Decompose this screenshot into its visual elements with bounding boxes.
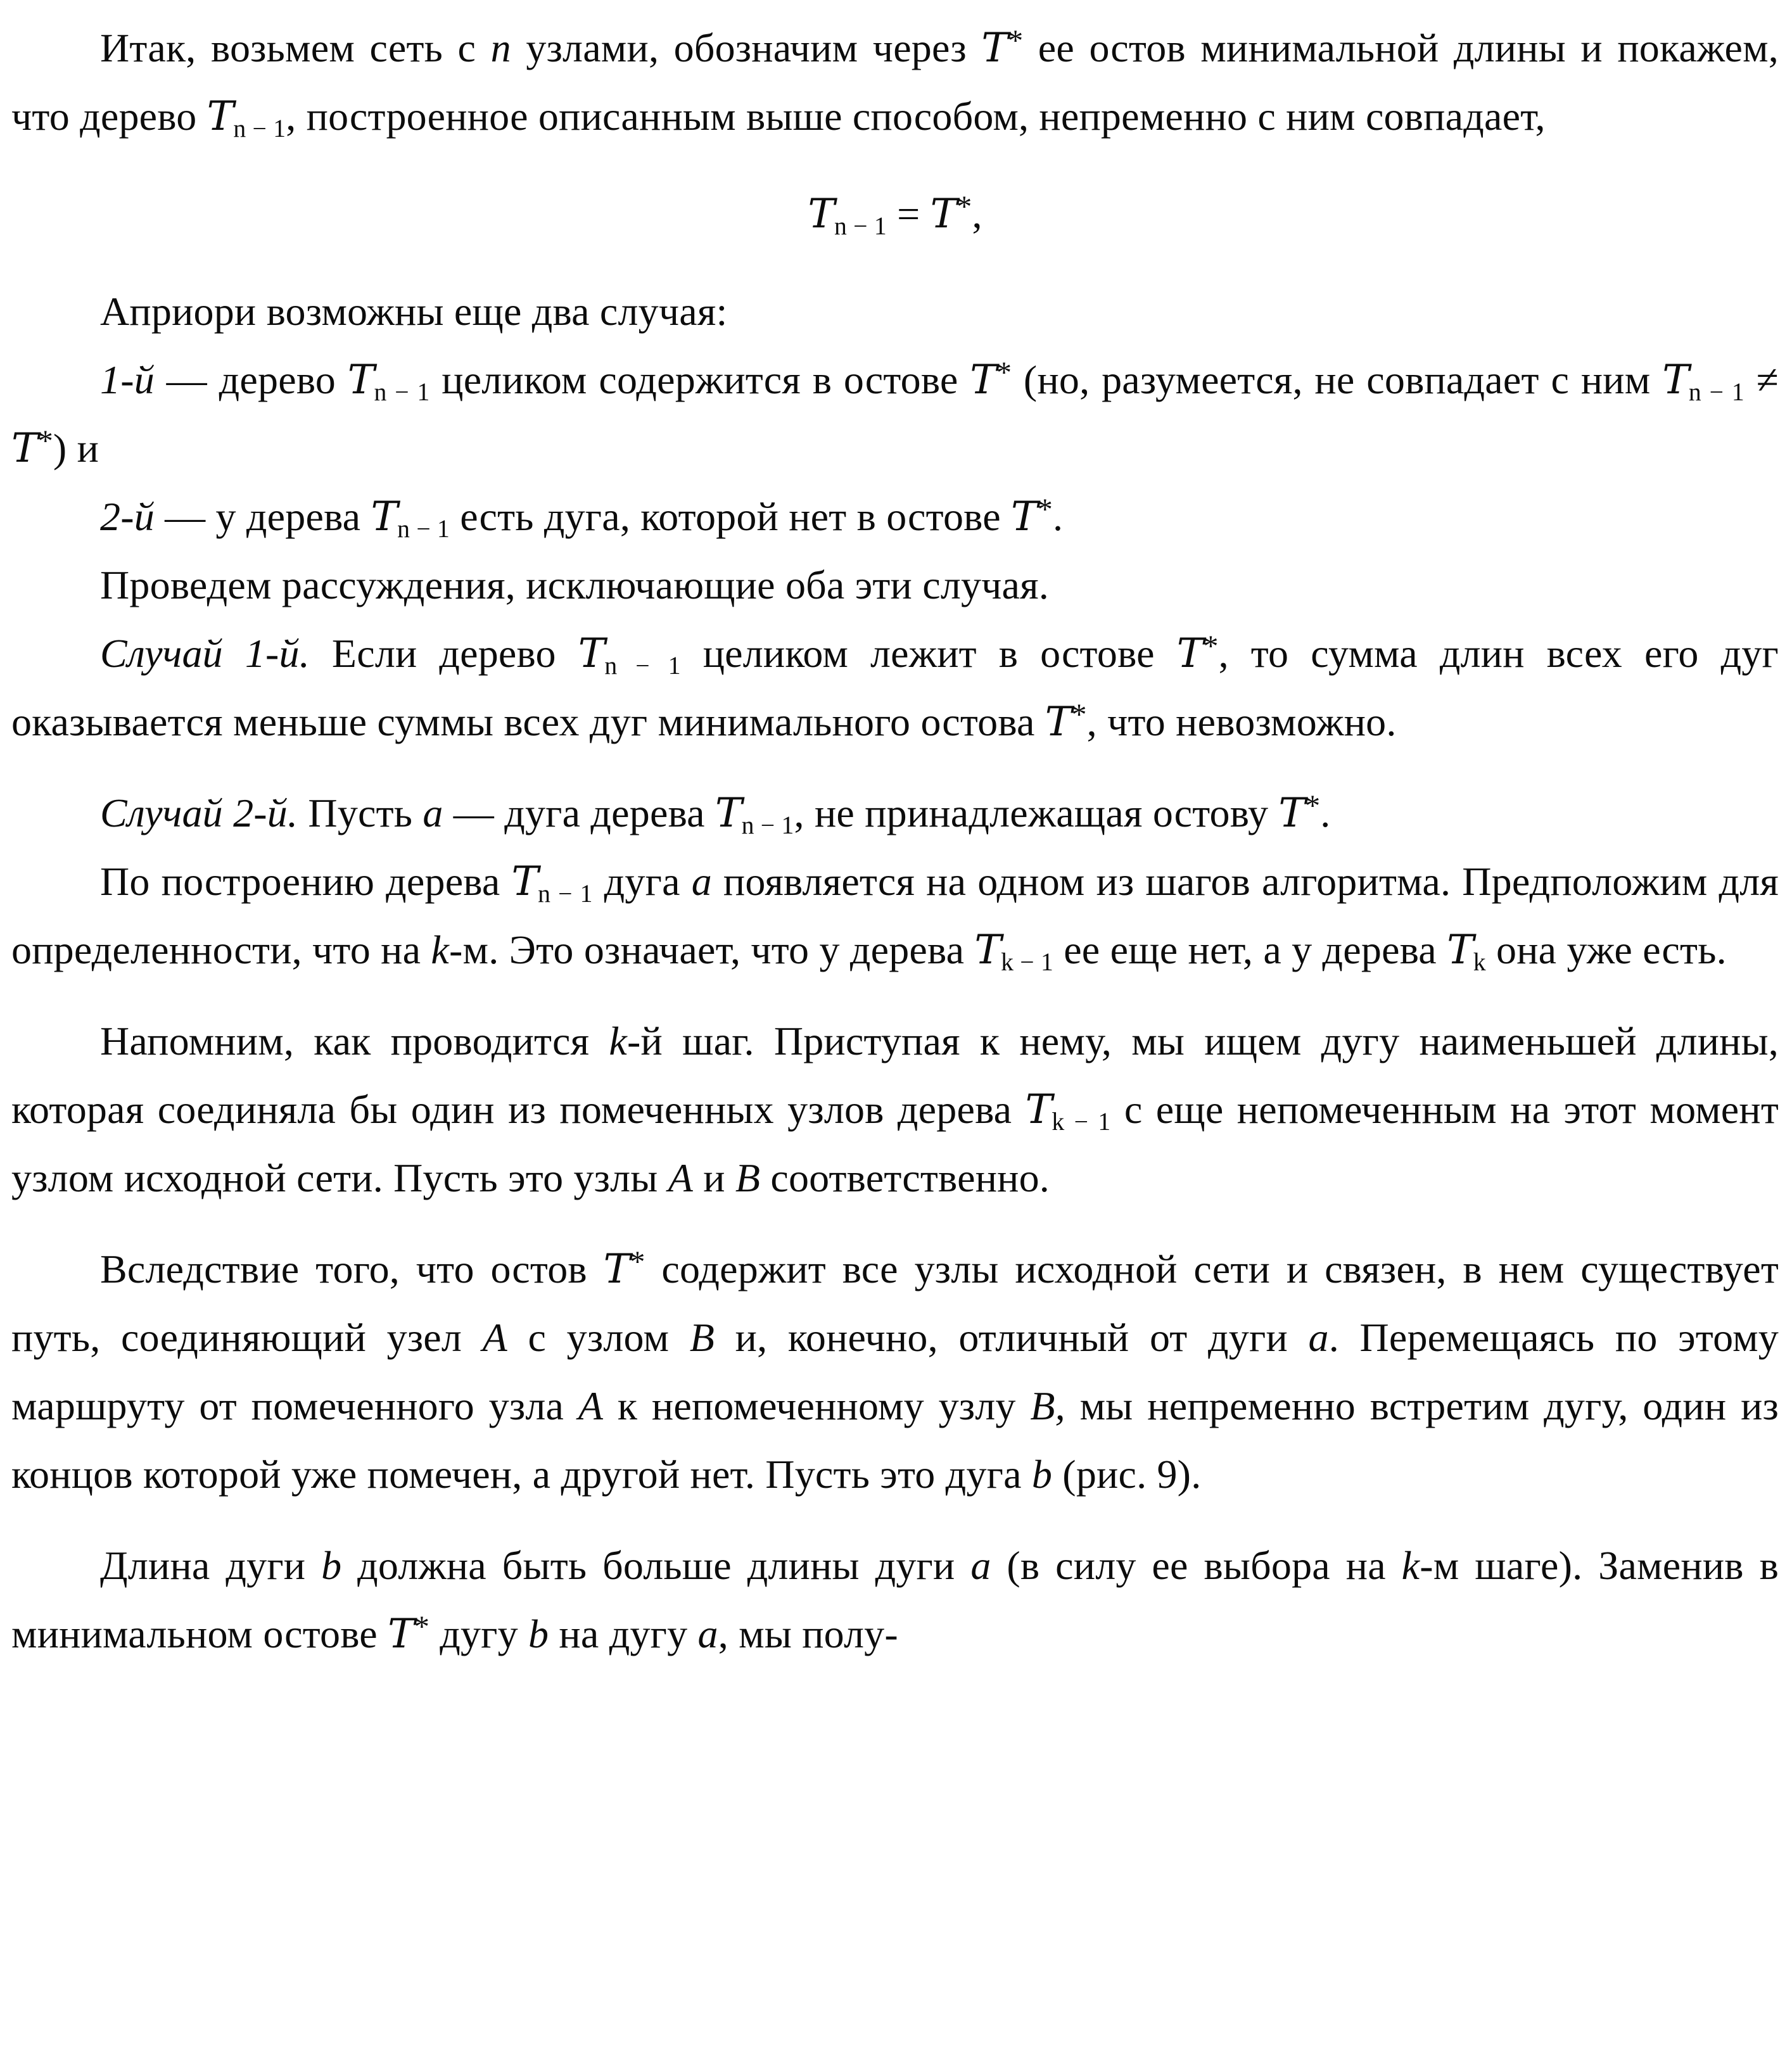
- text-run: ее еще нет, а у дерева: [1053, 927, 1447, 972]
- text-run: — дуга дерева: [443, 790, 715, 835]
- paragraph-4: [11, 483, 1779, 551]
- text-run: должна быть больше длины дуги: [341, 1543, 971, 1588]
- text-run: содержит все узлы исходной сети и связен, в нем существует путь, соединяющий узел: [11, 1247, 1779, 1360]
- math-subscript: n − 1: [604, 652, 681, 680]
- math-star: *: [1305, 789, 1321, 823]
- math-subscript: n − 1: [374, 378, 430, 407]
- math-var-B: B: [735, 1155, 761, 1200]
- math-subscript: n − 1: [233, 115, 286, 143]
- math-var-A: A: [578, 1383, 604, 1428]
- text-run: . Перемещаясь по этому маршруту от помеченного узла: [11, 1315, 1779, 1428]
- math-var-k: k: [609, 1018, 628, 1063]
- text-run: соответственно.: [760, 1155, 1050, 1200]
- text-run: Проведем рассуждения, исключающие оба эти случая.: [100, 562, 1049, 607]
- math-var-a: a: [970, 1543, 991, 1588]
- case-label: 2-й: [100, 494, 155, 539]
- text-run: целиком содержится в остове: [429, 357, 970, 402]
- paragraph-5: [11, 551, 1779, 619]
- text-run: ) и: [53, 426, 99, 471]
- math-tree-symbol: T: [1025, 1086, 1052, 1133]
- text-run: узлами, обозначим через: [511, 25, 982, 70]
- text-run: есть дуга, которой нет в остове: [450, 494, 1012, 539]
- text-run: дуга: [592, 859, 692, 904]
- math-tree-symbol: T: [1447, 927, 1473, 974]
- math-star: *: [630, 1245, 645, 1279]
- math-var-k: k: [431, 927, 450, 972]
- math-subscript: n − 1: [397, 515, 450, 543]
- math-var-A: A: [482, 1315, 507, 1360]
- math-var-k: k: [1401, 1543, 1420, 1588]
- text-run: -й шаг. Приступая к нему, мы ищем дугу наименьшей длины, которая соединяла бы один из помеченных узлов дерева: [11, 1018, 1779, 1132]
- text-run: к непомеченному узлу: [603, 1383, 1031, 1428]
- paragraph-9: [11, 1007, 1779, 1212]
- math-subscript: n − 1: [741, 811, 794, 840]
- text-run: Итак, возьмем сеть с: [100, 25, 491, 70]
- text-run: Напомним, как проводится: [100, 1018, 609, 1063]
- math-tree-symbol: T: [207, 93, 234, 140]
- text-run: , мы полу-: [718, 1611, 898, 1656]
- text-run: , то сумма длин всех его дуг оказывается меньше суммы всех дуг минимального остова: [11, 631, 1779, 744]
- math-star: *: [1037, 493, 1053, 527]
- math-subscript: k − 1: [1001, 948, 1053, 977]
- math-tree-symbol: T: [1278, 790, 1306, 837]
- math-subscript: n − 1: [1688, 378, 1744, 407]
- paragraph-2: [11, 277, 1779, 346]
- paragraph-3: [11, 346, 1779, 483]
- math-tree-symbol: T: [1176, 630, 1204, 677]
- math-tree-symbol: T: [603, 1246, 630, 1293]
- paragraph-1: [11, 14, 1779, 151]
- math-var-n: n: [490, 25, 511, 70]
- text-run: появляется на одном из шагов алгоритма. Предположим для определенности, что на: [11, 859, 1779, 972]
- case-label: 1-й: [100, 357, 155, 402]
- math-tree-symbol: T: [930, 191, 957, 238]
- text-run: с узлом: [507, 1315, 690, 1360]
- text-run: — у дерева: [154, 494, 371, 539]
- case-label: Случай 2-й.: [100, 790, 298, 835]
- math-var-b: b: [1031, 1452, 1053, 1497]
- math-tree-symbol: T: [981, 25, 1008, 72]
- math-star: *: [956, 190, 972, 224]
- math-var-b: b: [321, 1543, 342, 1588]
- text-run: .: [1320, 790, 1331, 835]
- paragraph-10: [11, 1235, 1779, 1509]
- text-run: она уже есть.: [1485, 927, 1727, 972]
- text-run: (но, разумеется, не совпадает с ним: [1012, 357, 1663, 402]
- text-run: , построенное описанным выше способом, непременно с ним совпадает,: [286, 94, 1546, 139]
- math-var-a: a: [423, 790, 443, 835]
- text-run: ее остов минимальной длины и покажем, что дерево: [11, 25, 1779, 139]
- text-run: (в силу ее выбора на: [991, 1543, 1402, 1588]
- math-var-a: a: [697, 1611, 718, 1656]
- text-run: (рис. 9).: [1052, 1452, 1202, 1497]
- text-run: и: [693, 1155, 735, 1200]
- math-tree-symbol: T: [974, 927, 1001, 974]
- text-run: и, конечно, отличный от дуги: [715, 1315, 1309, 1360]
- math-tree-symbol: T: [1045, 699, 1072, 745]
- math-star: *: [996, 356, 1012, 390]
- math-star: *: [37, 424, 53, 459]
- paragraph-11: [11, 1532, 1779, 1668]
- paragraph-8: [11, 847, 1779, 984]
- display-formula: [11, 180, 1779, 248]
- text-run: , что невозможно.: [1086, 699, 1397, 744]
- math-tree-symbol: T: [808, 191, 834, 238]
- text-run: -м шаге). Заменив в минимальном остове: [11, 1543, 1779, 1656]
- text-run: Пусть: [298, 790, 423, 835]
- math-subscript: k − 1: [1052, 1108, 1111, 1136]
- math-star: *: [1203, 630, 1219, 664]
- text-run: на дугу: [549, 1611, 698, 1656]
- text-run: — дерево: [154, 357, 348, 402]
- text-run: Вследствие того, что остов: [100, 1247, 604, 1291]
- math-var-b: b: [528, 1611, 549, 1656]
- math-tree-symbol: T: [715, 790, 742, 837]
- math-star: *: [1008, 24, 1024, 58]
- text-run: Априори возможны еще два случая:: [100, 289, 728, 334]
- math-tree-symbol: T: [371, 493, 398, 540]
- math-tree-symbol: T: [347, 357, 374, 403]
- text-run: Если дерево: [309, 631, 578, 676]
- math-tree-symbol: T: [970, 357, 996, 403]
- text-run: целиком лежит в остове: [680, 631, 1177, 676]
- math-equals: =: [886, 191, 931, 236]
- math-var-B: B,: [1030, 1383, 1065, 1428]
- math-punct: ,: [972, 191, 982, 236]
- math-tree-symbol: T: [1662, 357, 1689, 403]
- math-var-B: B: [689, 1315, 715, 1360]
- paragraph-7: [11, 779, 1779, 847]
- math-subscript: n − 1: [538, 880, 593, 908]
- text-run: с еще непомеченным на этот момент узлом исходной сети. Пусть это узлы: [11, 1087, 1779, 1200]
- math-subscript: k: [1473, 948, 1486, 977]
- text-run: -м. Это означает, что у дерева: [449, 927, 975, 972]
- math-tree-symbol: T: [388, 1611, 414, 1658]
- text-run: По построению дерева: [100, 859, 512, 904]
- case-label: Случай 1-й.: [100, 631, 310, 676]
- page-text: [11, 14, 1779, 1668]
- text-run: , не принадлежащая остову: [794, 790, 1279, 835]
- math-star: *: [1071, 698, 1087, 732]
- paragraph-6: [11, 619, 1779, 756]
- math-tree-symbol: T: [1011, 493, 1038, 540]
- math-tree-symbol: T: [511, 858, 538, 905]
- math-var-a: a: [691, 859, 712, 904]
- math-subscript: n − 1: [834, 212, 887, 241]
- math-var-A: A: [668, 1155, 693, 1200]
- math-not-equal: ≠: [1744, 357, 1779, 402]
- math-var-a: a: [1308, 1315, 1329, 1360]
- text-run: .: [1052, 494, 1064, 539]
- text-run: мы непременно встретим дугу, один из концов которой уже помечен, а другой нет. Пусть это дуга: [11, 1383, 1779, 1497]
- math-tree-symbol: T: [578, 630, 605, 677]
- text-run: Длина дуги: [100, 1543, 322, 1588]
- text-run: дугу: [429, 1611, 529, 1656]
- math-tree-symbol: T: [11, 425, 38, 472]
- math-star: *: [414, 1610, 430, 1644]
